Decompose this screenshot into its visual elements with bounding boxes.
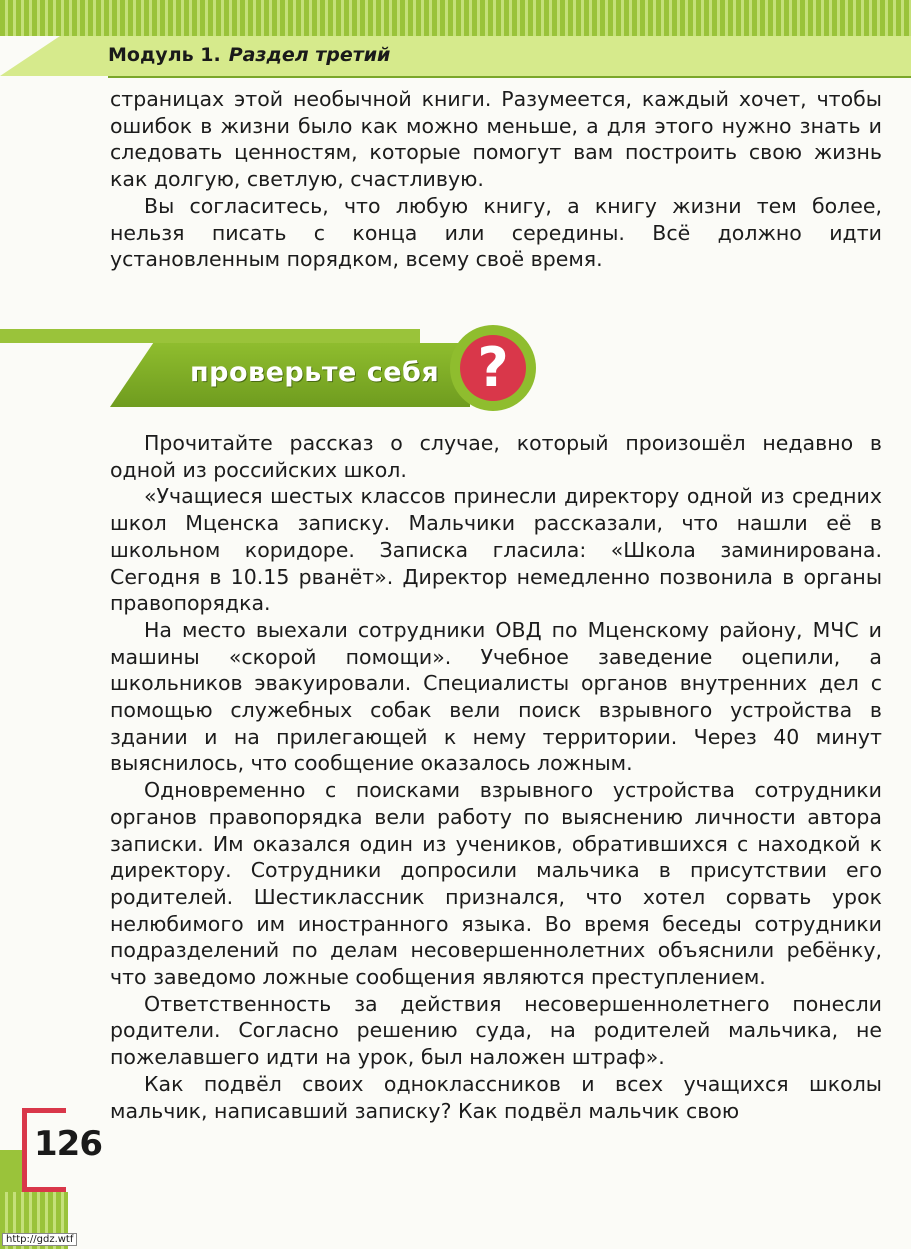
paragraph: На место выехали сотрудники ОВД по Мценскому району, МЧС и машины «скорой помощи». Учебное заведение оцепили, а школьников эвакуировали. Специалисты органов внутренних дел с помощью служебных собак вели поиск взрывного устройства в здании и на прилегающей к нему территории. Через 40 минут выяснилось, что сообщение оказалось ложным. [110, 617, 882, 776]
paragraph: Прочитайте рассказ о случае, который произошёл недавно в одной из российских школ. [110, 431, 882, 482]
section-label: Раздел третий [228, 44, 391, 66]
question-mark-icon: ? [460, 335, 526, 401]
header-notch [0, 36, 60, 76]
running-header [108, 44, 390, 66]
story-text [110, 430, 882, 1124]
intro-text [110, 86, 882, 273]
banner-stripe [0, 329, 420, 343]
module-label: Модуль 1. [108, 44, 221, 66]
paragraph: страницах этой необычной книги. Разумеется, каждый хочет, чтобы ошибок в жизни было как можно меньше, а для этого нужно знать и следовать ценностям, которые помогут вам построить свою жизнь как долгую, светлую, счастливую. [110, 87, 882, 192]
page-tab-accent [0, 1150, 22, 1192]
watermark: http://gdz.wtf [2, 1233, 77, 1246]
paragraph: «Учащиеся шестых классов принесли директору одной из средних школ Мценска записку. Мальчики рассказали, что нашли её в школьном коридоре. Записка гласила: «Школа заминирована. Сегодня в 10.15 рванёт». Директор немедленно позвонила в органы правопорядка. [110, 484, 882, 616]
header-rule [108, 76, 911, 78]
top-decorative-stripe [0, 0, 911, 36]
paragraph: Как подвёл своих одноклассников и всех учащихся школы мальчик, написавший записку? Как подвёл мальчик свою [110, 1071, 882, 1123]
banner-title: проверьте себя [190, 357, 440, 388]
page-number: 126 [34, 1124, 102, 1164]
paragraph: Ответственность за действия несовершеннолетнего понесли родители. Согласно решению суда, на родителей мальчика, не пожелавшего идти на урок, был наложен штраф». [110, 991, 882, 1070]
paragraph: Одновременно с поисками взрывного устройства сотрудники органов правопорядка вели работу по выяснению личности автора записки. Им оказался один из учеников, обратившихся с находкой к директору. Сотрудники допросили мальчика в присутствии его родителей. Шестиклассник признался, что хотел сорвать урок нелюбимого им иностранного языка. Во время беседы сотрудники подразделений по делам несовершеннолетних объяснили ребёнку, что заведомо ложные сообщения являются преступлением. [110, 778, 882, 990]
check-yourself-banner [0, 325, 540, 415]
paragraph: Вы согласитесь, что любую книгу, а книгу жизни тем более, нельзя писать с конца или середины. Всё должно идти установленным порядком, всему своё время. [110, 193, 882, 272]
